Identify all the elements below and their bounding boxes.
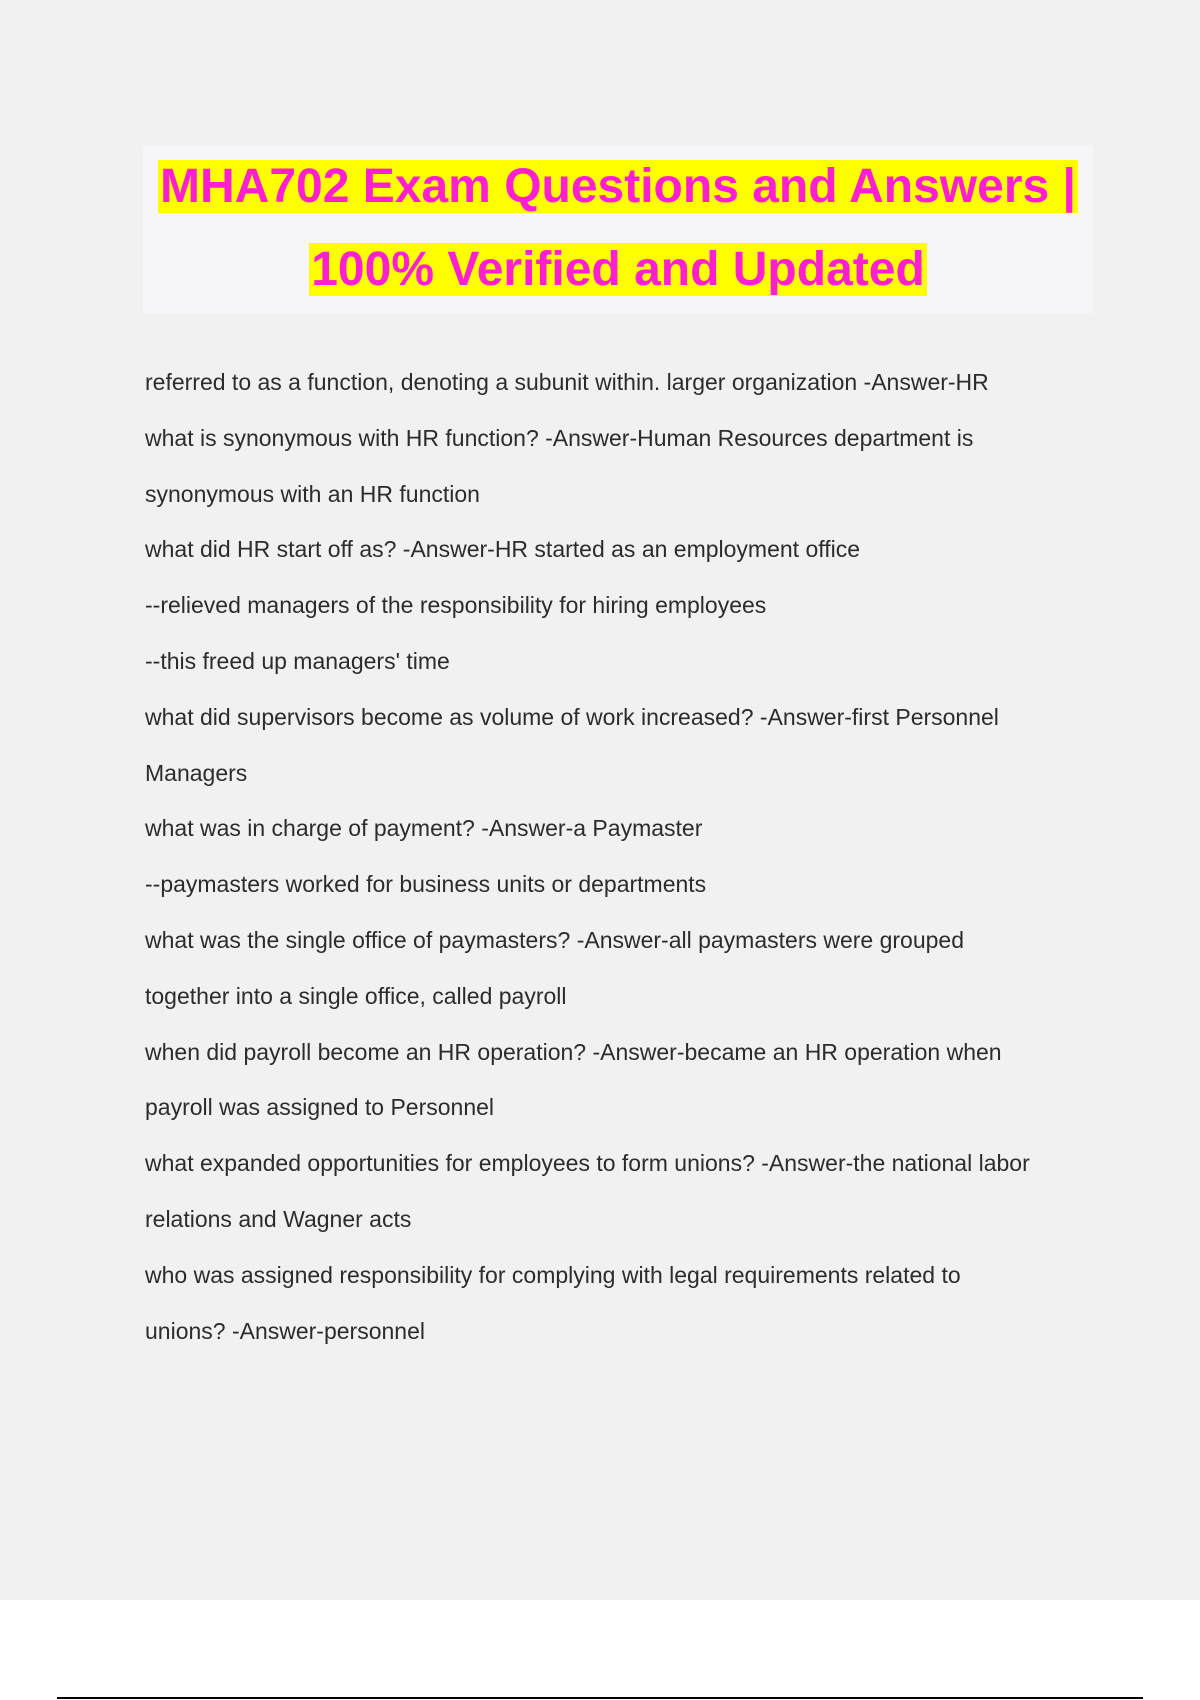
body-line: Managers (145, 759, 248, 786)
body-line: together into a single office, called payroll (145, 982, 567, 1009)
document-body (145, 355, 1105, 1359)
title-line-1: MHA702 Exam Questions and Answers | (160, 160, 1076, 213)
body-line: --relieved managers of the responsibility for hiring employees (145, 592, 767, 619)
body-line: payroll was assigned to Personnel (145, 1094, 495, 1121)
body-line: who was assigned responsibility for complying with legal requirements related to (145, 1261, 961, 1288)
body-line: --paymasters worked for business units or departments (145, 871, 707, 898)
body-line: what was the single office of paymasters? -Answer-all paymasters were grouped (145, 926, 965, 953)
body-line: when did payroll become an HR operation? -Answer-became an HR operation when (145, 1038, 1002, 1065)
body-line: referred to as a function, denoting a subunit within. larger organization -Answer-HR (145, 369, 989, 395)
body-line: synonymous with an HR function (145, 480, 480, 507)
document-title (143, 145, 1093, 313)
body-line: what did supervisors become as volume of work increased? -Answer-first Personnel (145, 703, 999, 730)
body-line: what did HR start off as? -Answer-HR started as an employment office (145, 536, 861, 563)
body-line: what is synonymous with HR function? -Answer-Human Resources department is (145, 424, 974, 451)
body-line: --this freed up managers' time (145, 647, 450, 674)
body-line: relations and Wagner acts (145, 1205, 412, 1232)
page-footer (0, 1600, 1200, 1700)
body-line: what was in charge of payment? -Answer-a Paymaster (145, 815, 703, 842)
body-line: unions? -Answer-personnel (145, 1317, 425, 1344)
footer-divider (57, 1697, 1143, 1699)
title-line-2: 100% Verified and Updated (311, 243, 925, 296)
body-line: what expanded opportunities for employees to form unions? -Answer-the national labor (145, 1150, 1030, 1177)
